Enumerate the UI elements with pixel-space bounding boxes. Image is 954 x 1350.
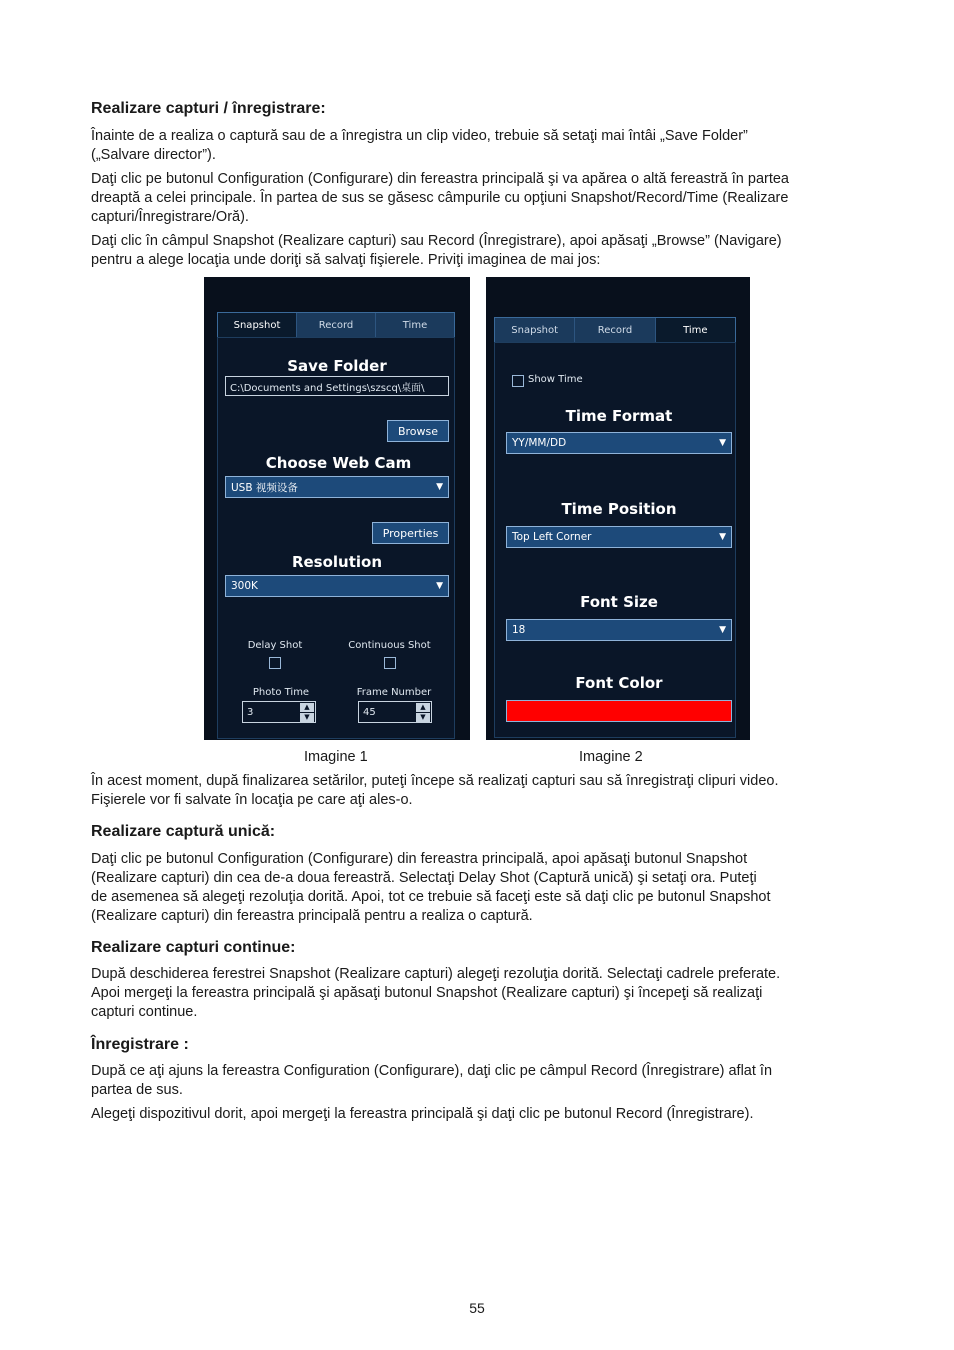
text-line: capturi continue.	[91, 1004, 198, 1020]
tab-time[interactable]: Time	[402, 319, 428, 331]
photo-time-label: Photo Time	[252, 687, 310, 698]
section-heading-recording: Înregistrare :	[91, 1036, 189, 1053]
text-line: Apoi mergeţi la fereastra principală şi apăsaţi butonul Snapshot (Realizare capturi) şi începeţi să realizaţi	[91, 985, 763, 1001]
font-size-title: Font Size	[580, 593, 658, 611]
time-format-value: YY/MM/DD	[512, 437, 567, 449]
section-heading-continuous-capture: Realizare capturi continue:	[91, 939, 296, 956]
photo-time-stepper[interactable]	[242, 701, 316, 723]
page-number: 55	[469, 1300, 485, 1316]
text-line: pentru a alege locaţia unde doriţi să salvaţi fişierele. Priviţi imaginea de mai jos:	[91, 252, 601, 268]
section-heading-single-capture: Realizare captură unică:	[91, 823, 276, 840]
text-line: Daţi clic pe butonul Configuration (Configurare) din fereastra principală, apoi apăsaţi butonul Snapshot	[91, 851, 748, 867]
text-line: După ce aţi ajuns la fereastra Configuration (Configurare), daţi clic pe câmpul Record (Înregistrare) aflat în	[91, 1063, 773, 1079]
text-line: (Realizare capturi) din cea de-a doua fereastră. Selectaţi Delay Shot (Captură unică) şi setaţi ora. Puteţi	[91, 870, 757, 886]
paragraph-save-folder	[91, 127, 866, 165]
font-size-value: 18	[512, 624, 526, 636]
show-time-checkbox[interactable]	[512, 375, 524, 387]
paragraph-single-capture	[91, 850, 866, 926]
paragraph-recording-device	[91, 1105, 866, 1124]
continuous-shot-checkbox[interactable]	[384, 657, 396, 669]
delay-shot-label: Delay Shot	[247, 640, 303, 651]
paragraph-recording	[91, 1062, 866, 1100]
font-color-title: Font Color	[575, 674, 663, 692]
photo-time-value: 3	[247, 706, 254, 718]
resolution-title: Resolution	[291, 553, 383, 571]
frame-number-label: Frame Number	[356, 687, 432, 698]
text-line: de asemenea să alegeţi rezoluţia dorită. Apoi, tot ce trebuie să faceţi este să daţi clic pe butonul Snapshot	[91, 889, 771, 905]
font-size-select[interactable]	[506, 619, 732, 641]
snapshot-settings-screenshot	[204, 277, 470, 740]
text-line: Fişierele vor fi salvate în locaţia pe care aţi ales-o.	[91, 792, 413, 808]
tab-snapshot[interactable]: Snapshot	[495, 318, 575, 342]
settings-tab-bar	[494, 317, 736, 343]
frame-number-value: 45	[363, 706, 376, 718]
image-1-caption: Imagine 1	[304, 749, 368, 765]
choose-web-cam-title: Choose Web Cam	[265, 454, 412, 472]
resolution-value: 300K	[231, 580, 258, 592]
text-line: capturi/Înregistrare/Oră).	[91, 209, 249, 225]
stepper-up-icon[interactable]: ▲	[416, 703, 430, 712]
text-line: dreaptă a celei principale. În partea de sus se găsesc câmpurile cu opţiuni Snapshot/Record/Time (Realizare	[91, 190, 789, 206]
text-line: În acest moment, după finalizarea setărilor, puteţi începe să realizaţi capturi sau să înregistraţi clipuri video.	[91, 773, 779, 789]
time-position-select[interactable]	[506, 526, 732, 548]
properties-button[interactable]: Properties	[372, 522, 449, 544]
time-format-title: Time Format	[565, 407, 673, 425]
text-line: Alegeţi dispozitivul dorit, apoi mergeţi la fereastra principală şi daţi clic pe butonul Record (Înregistrare).	[91, 1106, 754, 1122]
time-position-title: Time Position	[561, 500, 677, 518]
tab-record[interactable]: Record	[297, 313, 376, 337]
web-cam-value: USB 视频设备	[231, 481, 298, 494]
delay-shot-checkbox[interactable]	[269, 657, 281, 669]
section-heading-capture-record: Realizare capturi / înregistrare:	[91, 100, 326, 117]
paragraph-configuration	[91, 170, 866, 227]
dropdown-arrow-icon: ▼	[436, 482, 443, 492]
show-time-label: Show Time	[528, 374, 583, 385]
text-line: (Realizare capturi) din fereastra principală pentru a realiza o captură.	[91, 908, 533, 924]
text-line: („Salvare director”).	[91, 147, 216, 163]
text-line: partea de sus.	[91, 1082, 183, 1098]
resolution-select[interactable]	[225, 575, 449, 597]
text-line: Daţi clic în câmpul Snapshot (Realizare capturi) sau Record (Înregistrare), apoi apăsaţi „Browse” (Navigare)	[91, 233, 782, 249]
settings-tab-bar	[217, 312, 455, 338]
paragraph-browse	[91, 232, 866, 270]
font-color-swatch[interactable]	[506, 700, 732, 722]
dropdown-arrow-icon: ▼	[719, 532, 726, 542]
frame-number-stepper[interactable]	[358, 701, 432, 723]
stepper-up-icon[interactable]: ▲	[300, 703, 314, 712]
web-cam-select[interactable]	[225, 476, 449, 498]
time-settings-screenshot	[486, 277, 750, 740]
tab-snapshot[interactable]: Snapshot	[218, 313, 297, 337]
time-position-value: Top Left Corner	[512, 531, 592, 543]
paragraph-continuous-capture	[91, 965, 866, 1022]
dropdown-arrow-icon: ▼	[719, 438, 726, 448]
continuous-shot-label: Continuous Shot	[348, 640, 431, 651]
stepper-down-icon[interactable]: ▼	[416, 713, 430, 722]
dropdown-arrow-icon: ▼	[436, 581, 443, 591]
tab-record[interactable]: Record	[575, 318, 655, 342]
save-folder-path-field[interactable]: C:\Documents and Settings\szscq\桌面\	[225, 376, 449, 396]
save-folder-title: Save Folder	[287, 357, 387, 375]
browse-button[interactable]: Browse	[387, 420, 449, 442]
text-line: Înainte de a realiza o captură sau de a înregistra un clip video, trebuie să setaţi mai întâi „Save Folder”	[91, 128, 748, 144]
dropdown-arrow-icon: ▼	[719, 625, 726, 635]
text-line: După deschiderea ferestrei Snapshot (Realizare capturi) alegeţi rezoluţia dorită. Selectaţi cadrele preferate.	[91, 966, 781, 982]
tab-time[interactable]: Time	[656, 318, 735, 342]
time-format-select[interactable]	[506, 432, 732, 454]
image-2-caption: Imagine 2	[579, 749, 643, 765]
paragraph-after-settings	[91, 772, 866, 810]
text-line: Daţi clic pe butonul Configuration (Configurare) din fereastra principală şi va apărea o altă fereastră în partea	[91, 171, 789, 187]
stepper-down-icon[interactable]: ▼	[300, 713, 314, 722]
